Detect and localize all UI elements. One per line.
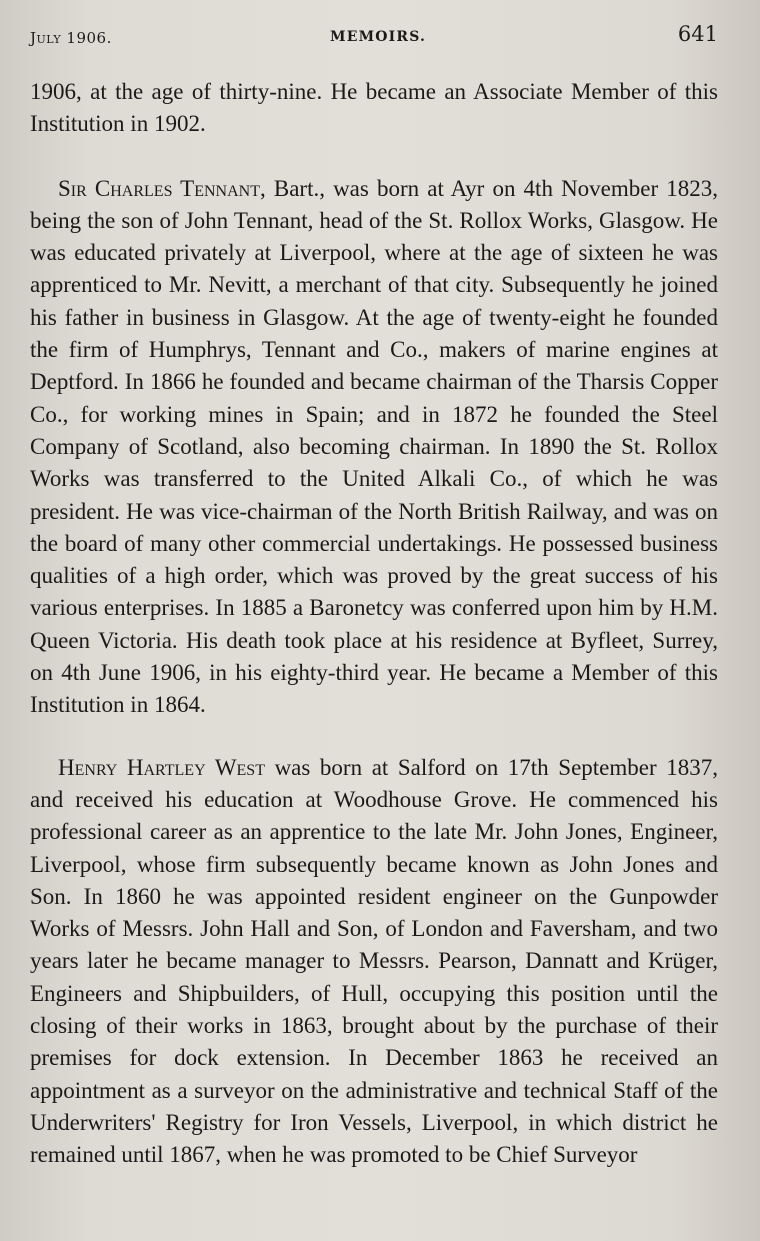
memoir-henry-hartley-west bbox=[30, 752, 718, 1172]
memoir-name: Sir Charles Tennant bbox=[58, 175, 260, 201]
memoir-name: Henry Hartley West bbox=[58, 754, 265, 780]
header-date: July 1906. bbox=[30, 29, 112, 47]
page-number: 641 bbox=[677, 22, 718, 46]
header-section-title: MEMOIRS. bbox=[330, 29, 427, 45]
memoir-charles-tennant bbox=[30, 173, 718, 722]
paragraph-continued bbox=[30, 76, 718, 141]
paragraph-text: , Bart., was born at Ayr on 4th November 1823, being the son of John Tennant, head of the St. Rollox Works, Glasgow. He was educated privately at Liverpool, where at the age of sixteen he was apprenticed to Mr. Nevitt, a merchant of that city. Subsequently he joined his father in business in Glasgow. At the age of twenty-eight he founded the firm of Humphrys, Tennant and Co., makers of marine engines at Deptford. In 1866 he founded and became chairman of the Tharsis Copper Co., for working mines in Spain; and in 1872 he founded the Steel Company of Scotland, also becoming chairman. In 1890 the St. Rollox Works was transferred to the United Alkali Co., of which he was president. He was vice-chairman of the North British Railway, and was on the board of many other commercial undertakings. He possessed business qualities of a high order, which was proved by the great success of his various enterprises. In 1885 a Baronetcy was conferred upon him by H.M. Queen Victoria. His death took place at his residence at Byfleet, Surrey, on 4th June 1906, in his eighty-third year. He became a Member of this Institution in 1864. bbox=[30, 175, 719, 718]
paragraph-text: 1906, at the age of thirty-nine. He became an Associate Member of this Institution in 1902. bbox=[30, 79, 718, 137]
page-body bbox=[30, 76, 718, 1172]
running-header bbox=[30, 22, 718, 46]
paragraph-text: was born at Salford on 17th September 1837, and received his education at Woodhouse Grove. He commenced his professional career as an apprentice to the late Mr. John Jones, Engineer, Liverpool, whose firm subsequently became known as John Jones and Son. In 1860 he was appointed resident engineer on the Gunpowder Works of Messrs. John Hall and Son, of London and Faversham, and two years later he became manager to Messrs. Pearson, Dannatt and Krüger, Engineers and Shipbuilders, of Hull, occupying this position until the closing of their works in 1863, brought about by the purchase of their premises for dock extension. In December 1863 he received an appointment as a surveyor on the administrative and technical Staff of the Underwriters' Registry for Iron Vessels, Liverpool, in which district he remained until 1867, when he was promoted to be Chief Surveyor bbox=[30, 754, 718, 1168]
